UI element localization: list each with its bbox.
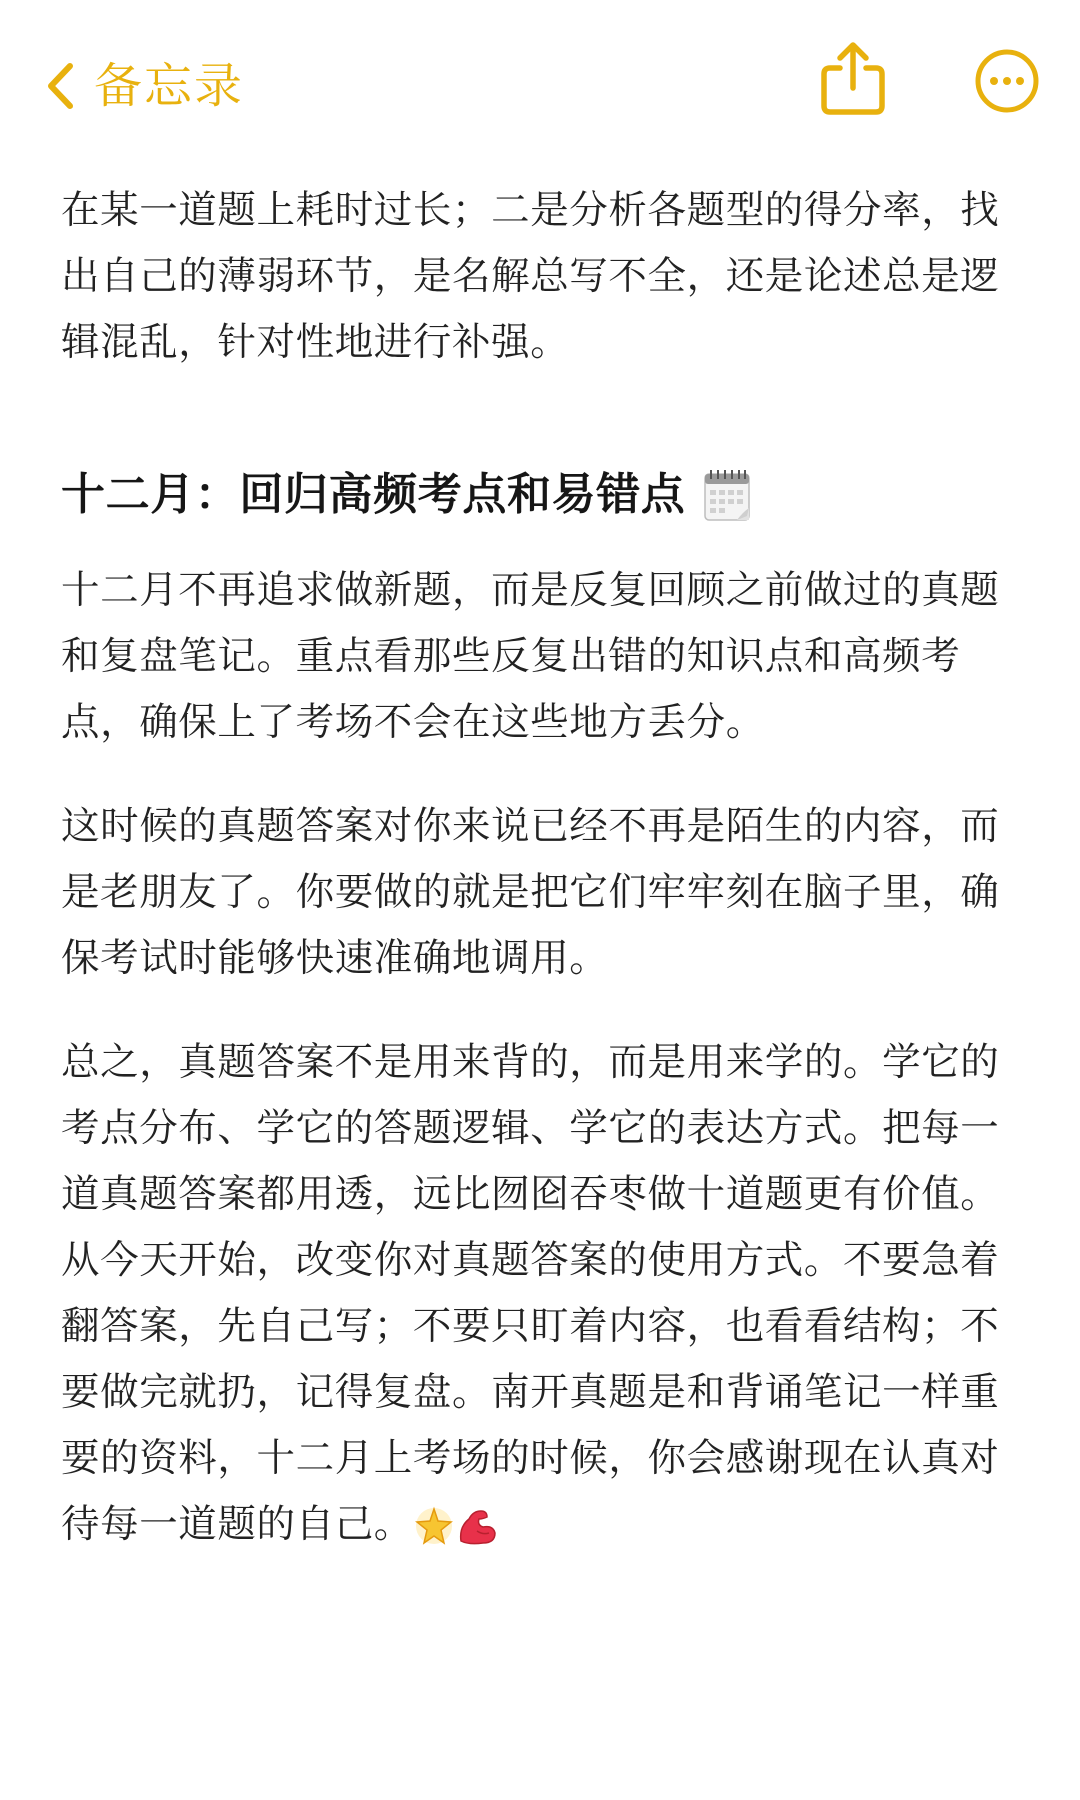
- sparkle-star-icon: [413, 1505, 455, 1547]
- more-icon[interactable]: [974, 48, 1040, 114]
- back-label: 备忘录: [94, 58, 245, 114]
- paragraph-1: 在某一道题上耗时过长；二是分析各题型的得分率，找出自己的薄弱环节，是名解总写不全，还是论述总是逻辑混乱，针对性地进行补强。: [61, 188, 1000, 365]
- flexed-biceps-icon: [455, 1505, 499, 1547]
- share-icon[interactable]: [818, 40, 888, 116]
- paragraph-2: 十二月不再追求做新题，而是反复回顾之前做过的真题和复盘笔记。重点看那些反复出错的知识点和高频考点，确保上了考场不会在这些地方丢分。: [61, 568, 1000, 745]
- paragraph-4-text: 总之，真题答案不是用来背的，而是用来学的。学它的考点分布、学它的答题逻辑、学它的表达方式。把每一道真题答案都用透，远比囫囵吞枣做十道题更有价值。从今天开始，改变你对真题答案的使用方式。不要急着翻答案，先自己写；不要只盯着内容，也看看结构；不要做完就扔，记得复盘。南开真题是和背诵笔记一样重要的资料，十二月上考场的时候，你会感谢现在认真对待每一道题的自己。: [61, 1040, 1000, 1547]
- chevron-left-icon: [46, 62, 74, 110]
- note-body[interactable]: [61, 178, 1029, 1596]
- paragraph-4: [61, 1030, 1029, 1558]
- section-heading: [61, 462, 1029, 528]
- back-button[interactable]: [46, 46, 244, 126]
- calendar-icon: [699, 466, 757, 524]
- nav-bar: [0, 0, 1080, 170]
- heading-text: 十二月：回归高频考点和易错点: [61, 469, 686, 520]
- paragraph-3: 这时候的真题答案对你来说已经不再是陌生的内容，而是老朋友了。你要做的就是把它们牢牢刻在脑子里，确保考试时能够快速准确地调用。: [61, 804, 1000, 981]
